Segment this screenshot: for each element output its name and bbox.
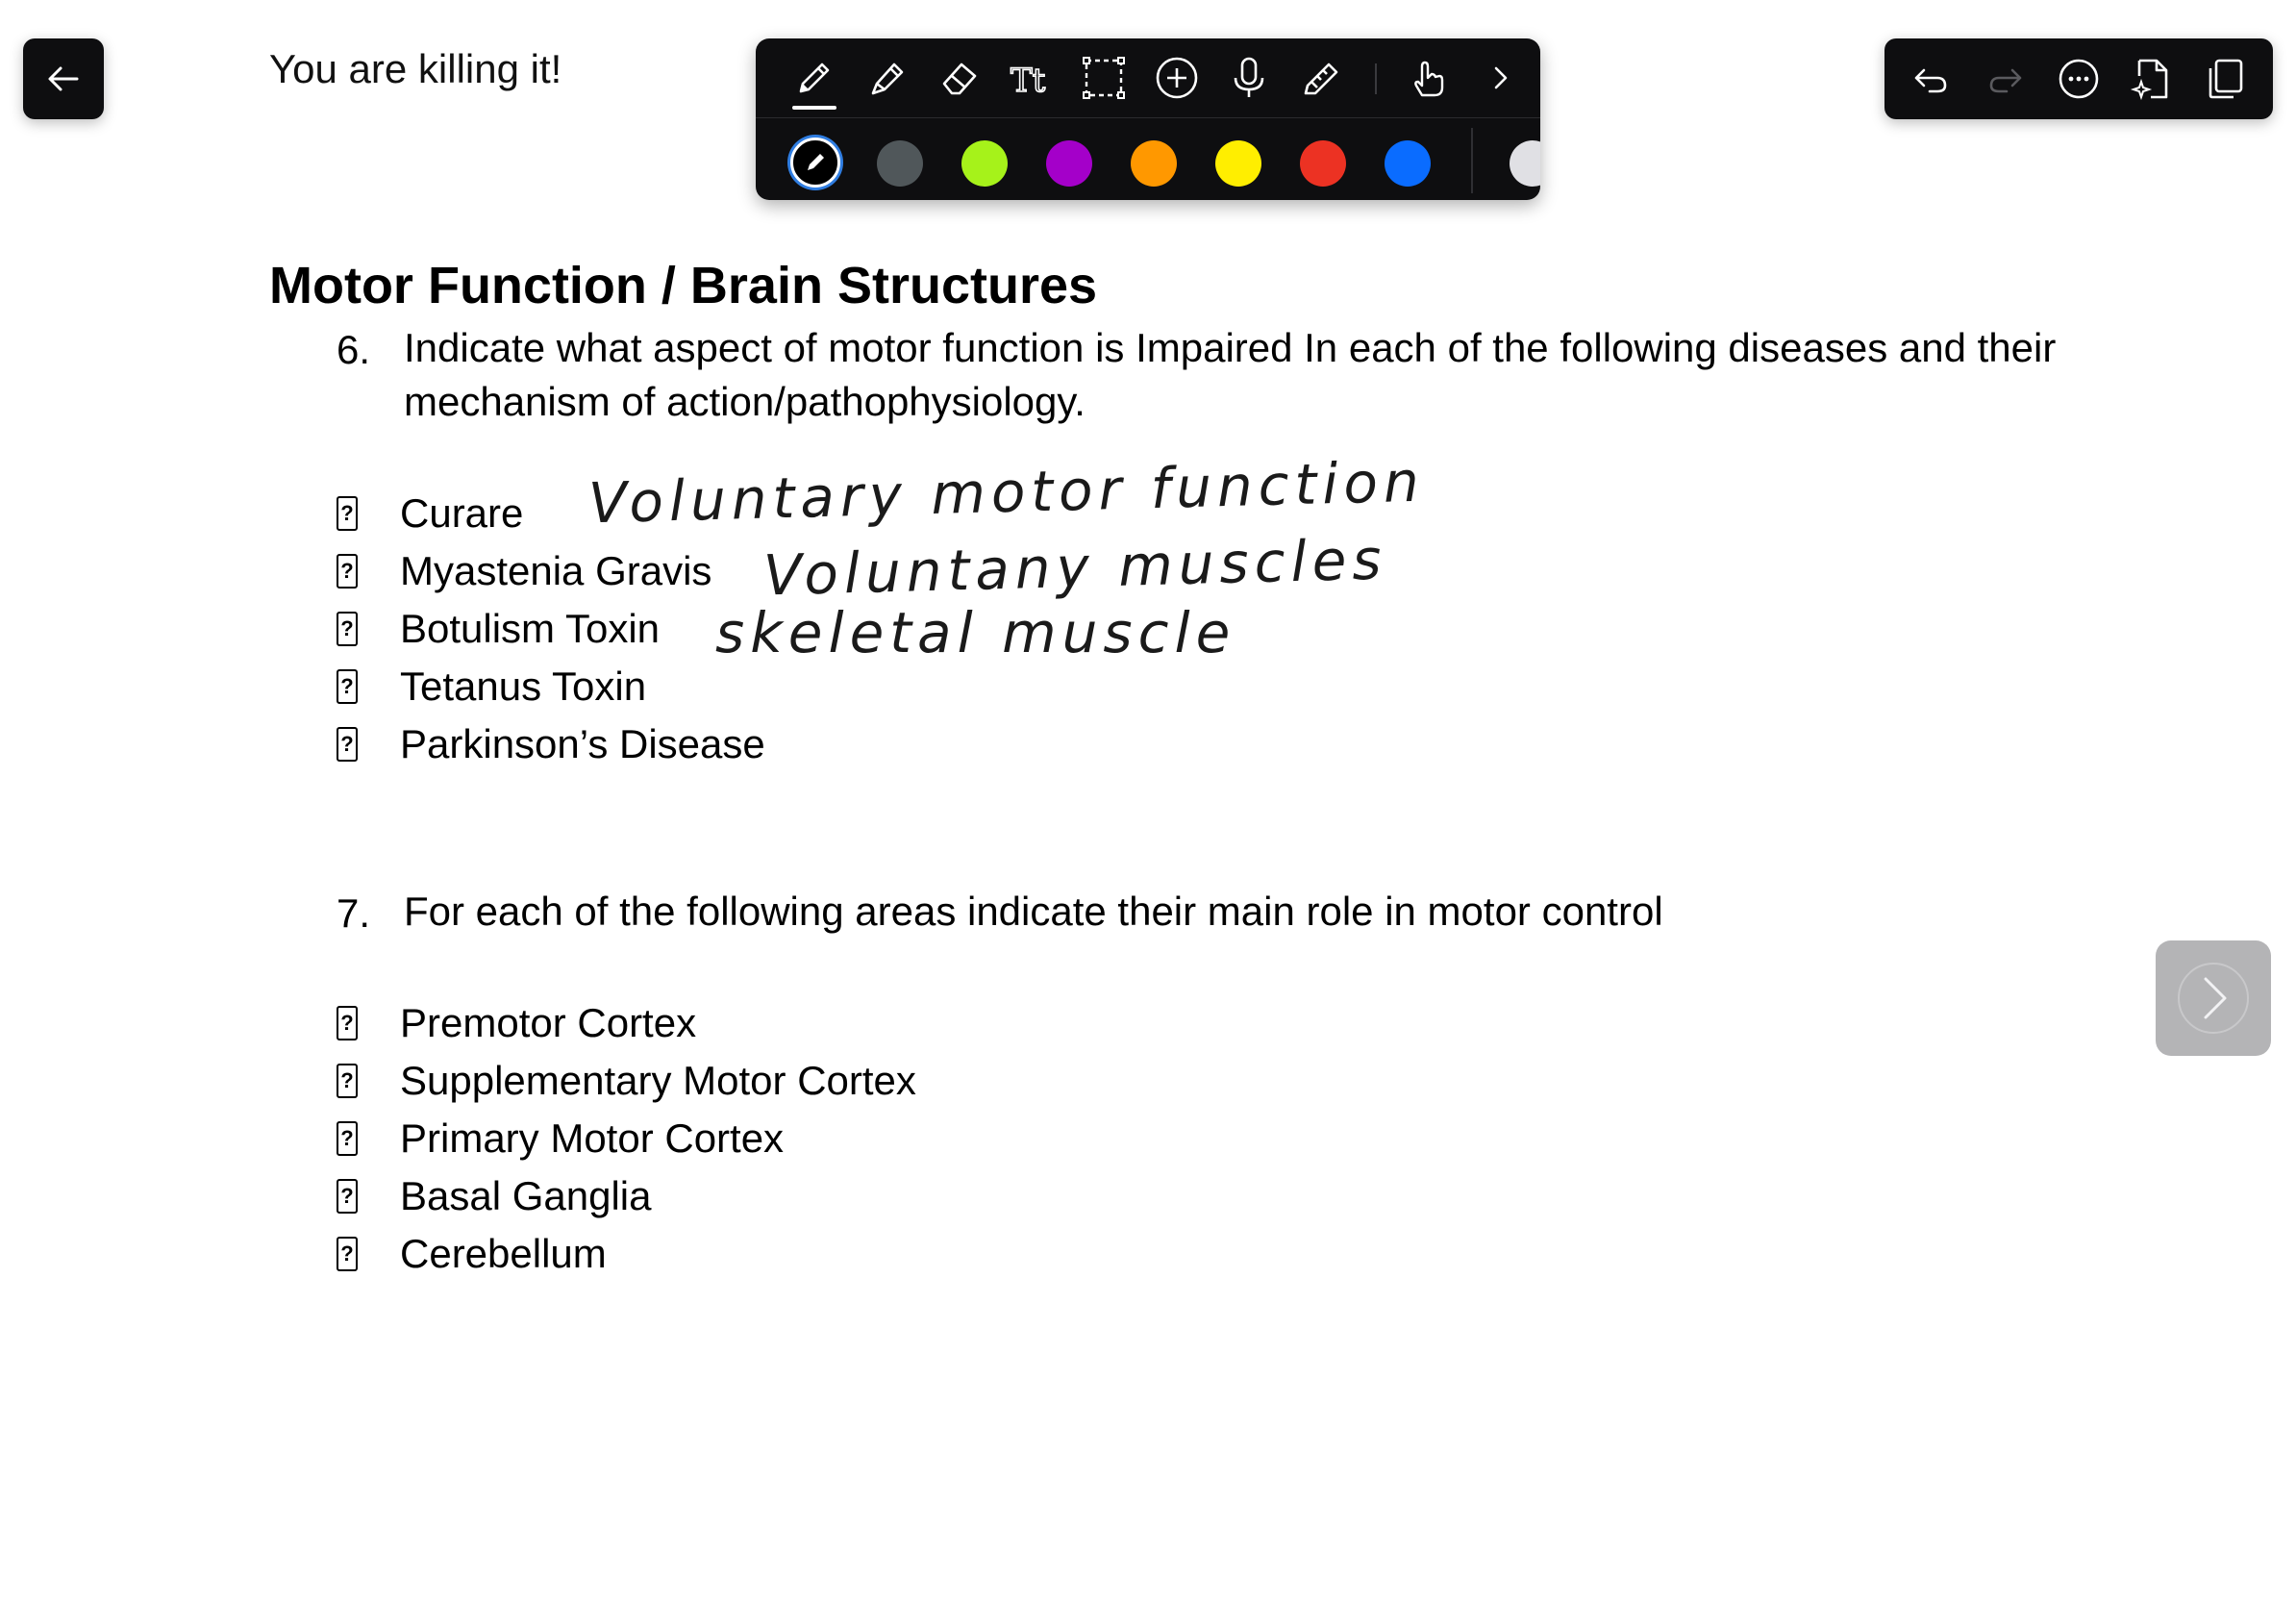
redo-icon xyxy=(1982,55,2030,103)
touch-hand-icon xyxy=(1403,53,1453,103)
list-item xyxy=(337,1058,916,1104)
color-swatch-light-gray[interactable] xyxy=(1510,140,1540,187)
placeholder-box-icon: ? xyxy=(337,1179,358,1214)
text-tool-icon xyxy=(1007,53,1057,103)
color-swatch-red[interactable] xyxy=(1300,140,1346,187)
placeholder-box-icon: ? xyxy=(337,1237,358,1271)
chevron-right-icon xyxy=(1476,53,1526,103)
toolbar-divider xyxy=(1375,63,1377,94)
smart-page-button[interactable] xyxy=(2125,52,2179,106)
color-swatch-blue[interactable] xyxy=(1385,140,1431,187)
pen-icon xyxy=(789,53,839,103)
more-options-button[interactable] xyxy=(2052,52,2106,106)
color-palette xyxy=(756,118,1540,200)
item-label: Tetanus Toxin xyxy=(400,664,647,709)
eraser-icon xyxy=(935,53,985,103)
add-circle-icon xyxy=(1152,53,1202,103)
color-swatch-purple[interactable] xyxy=(1046,140,1092,187)
undo-button[interactable] xyxy=(1904,52,1958,106)
item-label: Primary Motor Cortex xyxy=(400,1115,785,1161)
list-item xyxy=(337,606,660,652)
handwritten-answer-botulism[interactable]: skeletal muscle xyxy=(715,600,1236,665)
item-label: Basal Ganglia xyxy=(400,1173,652,1218)
add-element-button[interactable] xyxy=(1150,51,1204,105)
item-label: Cerebellum xyxy=(400,1231,607,1276)
document-toolbar xyxy=(1884,38,2273,119)
status-message: You are killing it! xyxy=(269,46,562,91)
touch-mode-button[interactable] xyxy=(1401,51,1455,105)
more-tools-button[interactable] xyxy=(1474,51,1528,105)
item-label: Botulism Toxin xyxy=(400,606,661,651)
highlighter-icon xyxy=(861,53,911,103)
eraser-tool-button[interactable] xyxy=(933,51,986,105)
color-swatch-gray[interactable] xyxy=(877,140,923,187)
list-item xyxy=(337,664,646,710)
list-item xyxy=(337,490,523,537)
item-label: Curare xyxy=(400,490,524,536)
audio-record-button[interactable] xyxy=(1222,51,1276,105)
redo-button[interactable] xyxy=(1979,52,2033,106)
pen-small-icon xyxy=(793,140,837,185)
item-label: Myastenia Gravis xyxy=(400,548,712,593)
undo-icon xyxy=(1907,55,1955,103)
placeholder-box-icon: ? xyxy=(337,669,358,704)
list-item xyxy=(337,1115,784,1162)
question-6-number: 6. xyxy=(337,327,371,372)
highlighter-tool-button[interactable] xyxy=(860,51,913,105)
pages-icon xyxy=(2201,55,2249,103)
text-tool-button[interactable] xyxy=(1005,51,1059,105)
placeholder-box-icon: ? xyxy=(337,496,358,531)
tool-row xyxy=(756,38,1540,118)
palette-divider xyxy=(1471,128,1473,193)
placeholder-box-icon: ? xyxy=(337,1121,358,1156)
item-label: Premotor Cortex xyxy=(400,1000,697,1045)
list-item xyxy=(337,1231,607,1277)
next-page-button[interactable] xyxy=(2156,940,2271,1056)
question-7-text: For each of the following areas indicate their main role in motor control xyxy=(404,889,1663,934)
pen-tool-button[interactable] xyxy=(787,51,841,105)
microphone-icon xyxy=(1224,53,1274,103)
handwritten-answer-curare[interactable]: Voluntary motor function xyxy=(587,448,1426,537)
lasso-select-icon xyxy=(1079,53,1129,103)
svg-text:Tt: Tt xyxy=(1011,62,1046,100)
question-6-text: Indicate what aspect of motor function is Impaired In each of the following diseases and their mechanism of action/pathophysiology. xyxy=(404,325,2057,424)
placeholder-box-icon: ? xyxy=(337,554,358,589)
list-item xyxy=(337,1000,696,1046)
list-item xyxy=(337,548,711,594)
placeholder-box-icon: ? xyxy=(337,612,358,646)
color-swatch-lime[interactable] xyxy=(961,140,1008,187)
back-button[interactable] xyxy=(23,38,104,119)
page-sparkle-icon xyxy=(2128,55,2176,103)
active-tool-indicator xyxy=(792,106,836,110)
section-title: Motor Function / Brain Structures xyxy=(269,257,1098,314)
color-swatch-orange[interactable] xyxy=(1131,140,1177,187)
ruler-tool-button[interactable] xyxy=(1294,51,1348,105)
list-item xyxy=(337,1173,652,1219)
item-label: Supplementary Motor Cortex xyxy=(400,1058,916,1103)
more-options-icon xyxy=(2055,55,2103,103)
color-swatch-yellow[interactable] xyxy=(1215,140,1261,187)
list-item xyxy=(337,721,765,767)
ruler-pencil-icon xyxy=(1296,53,1346,103)
drawing-toolbar xyxy=(756,38,1540,200)
placeholder-box-icon: ? xyxy=(337,727,358,762)
item-label: Parkinson’s Disease xyxy=(400,721,765,766)
chevron-right-circle-icon xyxy=(2175,960,2252,1037)
arrow-left-icon xyxy=(44,60,83,98)
pages-button[interactable] xyxy=(2198,52,2252,106)
placeholder-box-icon: ? xyxy=(337,1006,358,1040)
color-swatch-black-selected[interactable] xyxy=(790,138,840,188)
handwritten-answer-myastenia[interactable]: Voluntany muscles xyxy=(762,526,1388,609)
placeholder-box-icon: ? xyxy=(337,1064,358,1098)
question-7-number: 7. xyxy=(337,890,371,936)
lasso-tool-button[interactable] xyxy=(1077,51,1131,105)
